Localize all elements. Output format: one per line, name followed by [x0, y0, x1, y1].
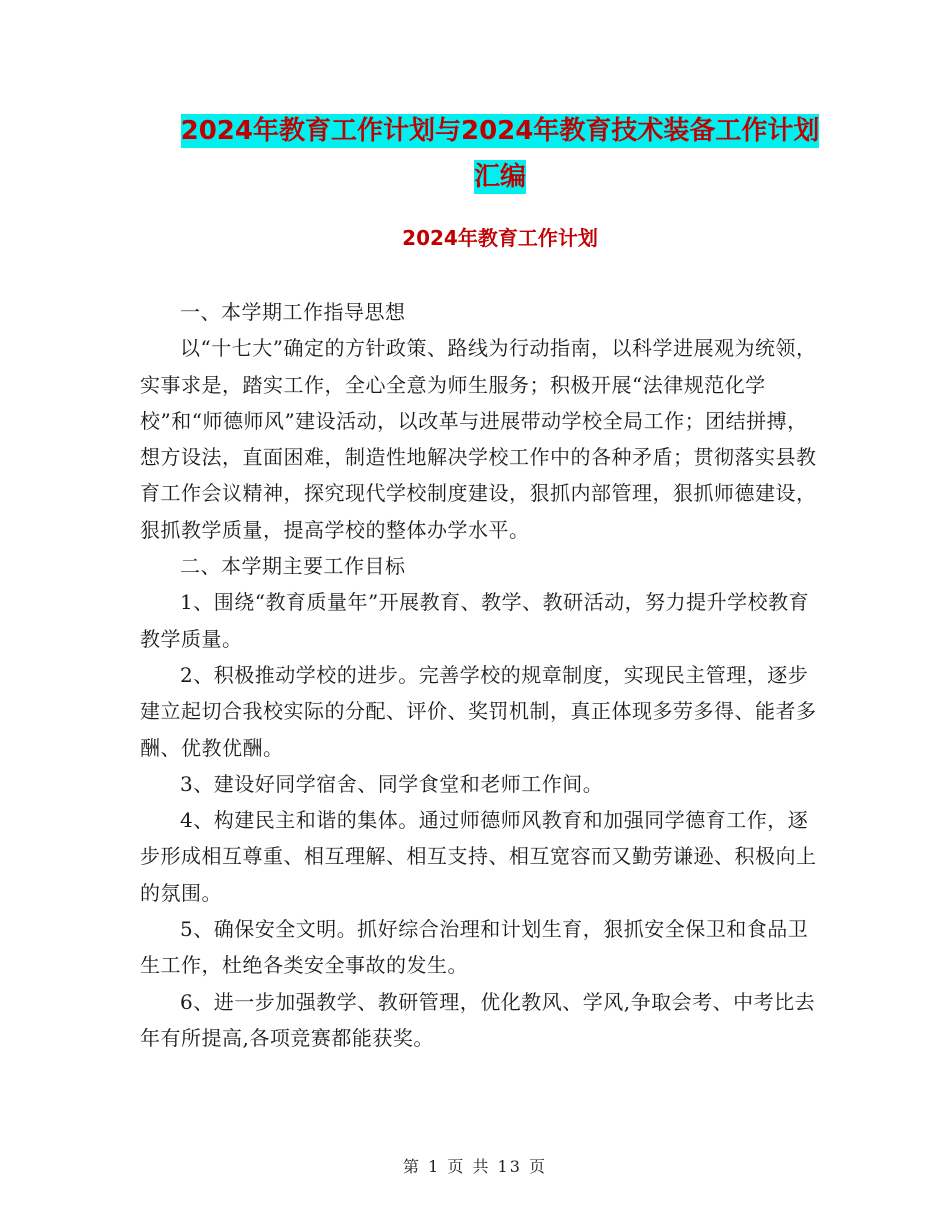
paragraph: 3、建设好同学宿舍、同学食堂和老师工作间。 — [180, 771, 604, 796]
paragraph: 4、构建民主和谐的集体。通过师德师风教育和加强同学德育工作，逐步形成相互尊重、相互理解、相互支持、相互宽容而又勤劳谦逊、积极向上的氛围。 — [140, 808, 817, 905]
paragraph: 以“十七大”确定的方针政策、路线为行动指南，以科学进展观为统领，实事求是，踏实工作，全心全意为师生服务；积极开展“法律规范化学校”和“师德师风”建设活动，以改革与进展带动学校全局工作；团结拼搏，想方设法，直面困难，制造性地解决学校工作中的各种矛盾；贯彻落实县教育工作会议精神，探究现代学校制度建设，狠抓内部管理，狠抓师德建设，狠抓教学质量，提高学校的整体办学水平。 — [140, 336, 817, 542]
paragraph: 5、确保安全文明。抓好综合治理和计划生育，狠抓安全保卫和食品卫生工作，杜绝各类安全事故的发生。 — [140, 917, 809, 978]
page-footer: 第 1 页 共 13 页 — [403, 1157, 547, 1176]
document-body — [140, 294, 820, 1056]
document-title-line-1: 2024年教育工作计划与2024年教育技术装备工作计划 — [180, 116, 820, 146]
paragraph: 1、围绕“教育质量年”开展教育、教学、教研活动，努力提升学校教育教学质量。 — [140, 590, 810, 651]
document-title — [140, 108, 860, 200]
section-title: 2024年教育工作计划 — [402, 226, 598, 250]
document-title-line-2: 汇编 — [473, 162, 526, 192]
paragraph-heading-1: 一、本学期工作指导思想 — [180, 300, 406, 324]
paragraph: 2、积极推动学校的进步。完善学校的规章制度，实现民主管理，逐步建立起切合我校实际的分配、评价、奖罚机制，真正体现多劳多得、能者多酬、优教优酬。 — [140, 662, 817, 760]
paragraph: 6、进一步加强教学、教研管理，优化教风、学风,争取会考、中考比去年有所提高,各项竞赛都能获奖。 — [140, 989, 816, 1050]
paragraph-heading-2: 二、本学期主要工作目标 — [180, 554, 406, 579]
